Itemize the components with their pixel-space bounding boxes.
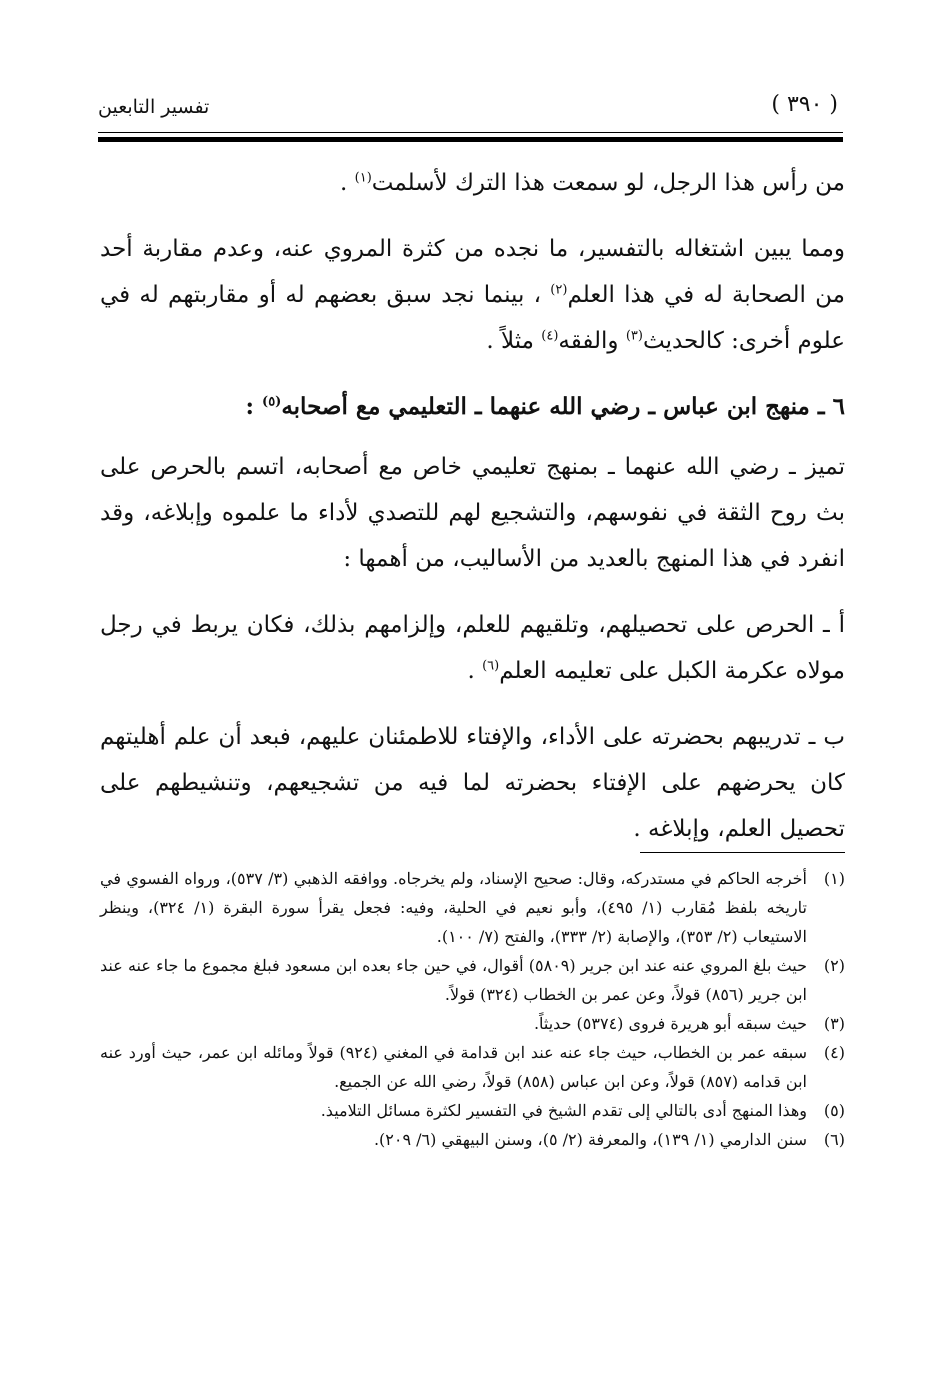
page-header	[98, 92, 838, 132]
paragraph-2-text-c: والفقه	[558, 328, 626, 354]
footnote-ref-3[interactable]: (٣)	[625, 328, 643, 344]
main-text	[100, 160, 845, 872]
footnote-ref-2[interactable]: (٢)	[550, 282, 568, 298]
footnote-text: حيث بلغ المروي عنه عند ابن جرير (٥٨٠٩) أقوال، في حين جاء بعده ابن مسعود فبلغ مجموع ما جاء عنه عند ابن جرير (٨٥٦) قولاً، وعن عمر بن الخطاب (٣٢٤) قولاً.	[100, 956, 807, 1004]
footnote-1	[100, 864, 845, 951]
footnote-number: (٦)	[823, 1130, 845, 1149]
paragraph-4-text: أ ـ الحرص على تحصيلهم، وتلقيهم للعلم، وإلزامهم بذلك، فكان يربط في رجل مولاه عكرمة الكبل على تعليمه العلم	[100, 612, 845, 684]
footnote-number: (٤)	[823, 1043, 845, 1062]
footnote-number: (٥)	[823, 1101, 845, 1120]
section-heading	[100, 384, 845, 430]
footnote-text: سنن الدارمي (١/ ١٣٩)، والمعرفة (٢/ ٥)، وسنن البيهقي (٦/ ٢٠٩).	[373, 1130, 807, 1149]
paragraph-2-text-d: مثلاً .	[486, 328, 542, 354]
footnote-number: (٢)	[823, 956, 845, 975]
footnote-ref-4[interactable]: (٤)	[541, 328, 559, 344]
footnote-ref-5[interactable]: (٥)	[262, 394, 282, 410]
footnote-5	[100, 1096, 845, 1125]
footnote-2	[100, 951, 845, 1009]
footnote-ref-1[interactable]: (١)	[354, 170, 372, 186]
footnote-6	[100, 1125, 845, 1154]
paragraph-1	[100, 160, 845, 206]
footnote-text: أخرجه الحاكم في مستدركه، وقال: صحيح الإسناد، ولم يخرجاه. ووافقه الذهبي (٣/ ٥٣٧)، ورواه الفسوي في تاريخه بلفظ مُقارب (١/ ٤٩٥)، وأبو نعيم في الحلية، وفيه: فجعل يقرأ سورة البقرة (١/ ٣٢٤)، وينظر الاستيعاب (٢/ ٣٥٣)، والإصابة (٢/ ٣٣٣)، والفتح (٧/ ١٠٠).	[100, 869, 807, 946]
page-number: ( ٣٩٠ )	[771, 92, 838, 117]
section-heading-end: :	[245, 393, 263, 420]
section-heading-text: ٦ ـ منهج ابن عباس ـ رضي الله عنهما ـ التعليمي مع أصحابه	[281, 393, 845, 420]
paragraph-2-text-b: ، بينما نجد سبق بعضهم له أو مقاربتهم له في علوم أخرى: كالحديث	[100, 282, 845, 354]
footnote-text: وهذا المنهج أدى بالتالي إلى تقدم الشيخ في التفسير لكثرة مسائل التلاميذ.	[320, 1101, 807, 1120]
paragraph-4	[100, 602, 845, 694]
paragraph-5: ب ـ تدريبهم بحضرته على الأداء، والإفتاء للاطمئنان عليهم، فبعد أن علم أهليتهم كان يحرضهم على الإفتاء بحضرته لما فيه من تشجيعهم، وتنشيطهم على تحصيل العلم، وإبلاغه .	[100, 724, 845, 842]
paragraph-3: تميز ـ رضي الله عنهما ـ بمنهج تعليمي خاص مع أصحابه، اتسم بالحرص على بث روح الثقة في نفوسهم، والتشجيع لهم للتصدي لأداء ما علموه وإبلاغه، وقد انفرد في هذا المنهج بالعديد من الأساليب، من أهمها :	[100, 454, 845, 572]
paragraph-2-text-a: ومما يبين اشتغاله بالتفسير، ما نجده من كثرة المروي عنه، وعدم مقاربة أحد من الصحابة له في هذا العلم	[100, 236, 845, 308]
paragraph-4-end: .	[467, 658, 483, 684]
book-title: تفسير التابعين	[98, 96, 210, 118]
footnote-number: (١)	[823, 869, 845, 888]
footnote-4	[100, 1038, 845, 1096]
footnote-ref-6[interactable]: (٦)	[482, 658, 500, 674]
header-rule-thin	[98, 132, 843, 133]
footnote-text: سبقه عمر بن الخطاب، حيث جاء عنه عند ابن قدامة في المغني (٩٢٤) قولاً ومائله ابن عمر، حيث أورد عنه ابن قدامه (٨٥٧) قولاً، وعن ابن عباس (٨٥٨) قولاً، رضي الله عن الجميع.	[100, 1043, 807, 1091]
footnote-separator	[640, 852, 845, 853]
footnote-number: (٣)	[823, 1014, 845, 1033]
footnotes	[100, 864, 845, 1154]
paragraph-1-end: .	[340, 170, 355, 196]
header-rule-thick	[98, 137, 843, 142]
paragraph-2	[100, 226, 845, 364]
paragraph-1-text: من رأس هذا الرجل، لو سمعت هذا الترك لأسلمت	[371, 170, 845, 196]
footnote-text: حيث سبقه أبو هريرة فروى (٥٣٧٤) حديثاً.	[533, 1014, 807, 1033]
footnote-3	[100, 1009, 845, 1038]
